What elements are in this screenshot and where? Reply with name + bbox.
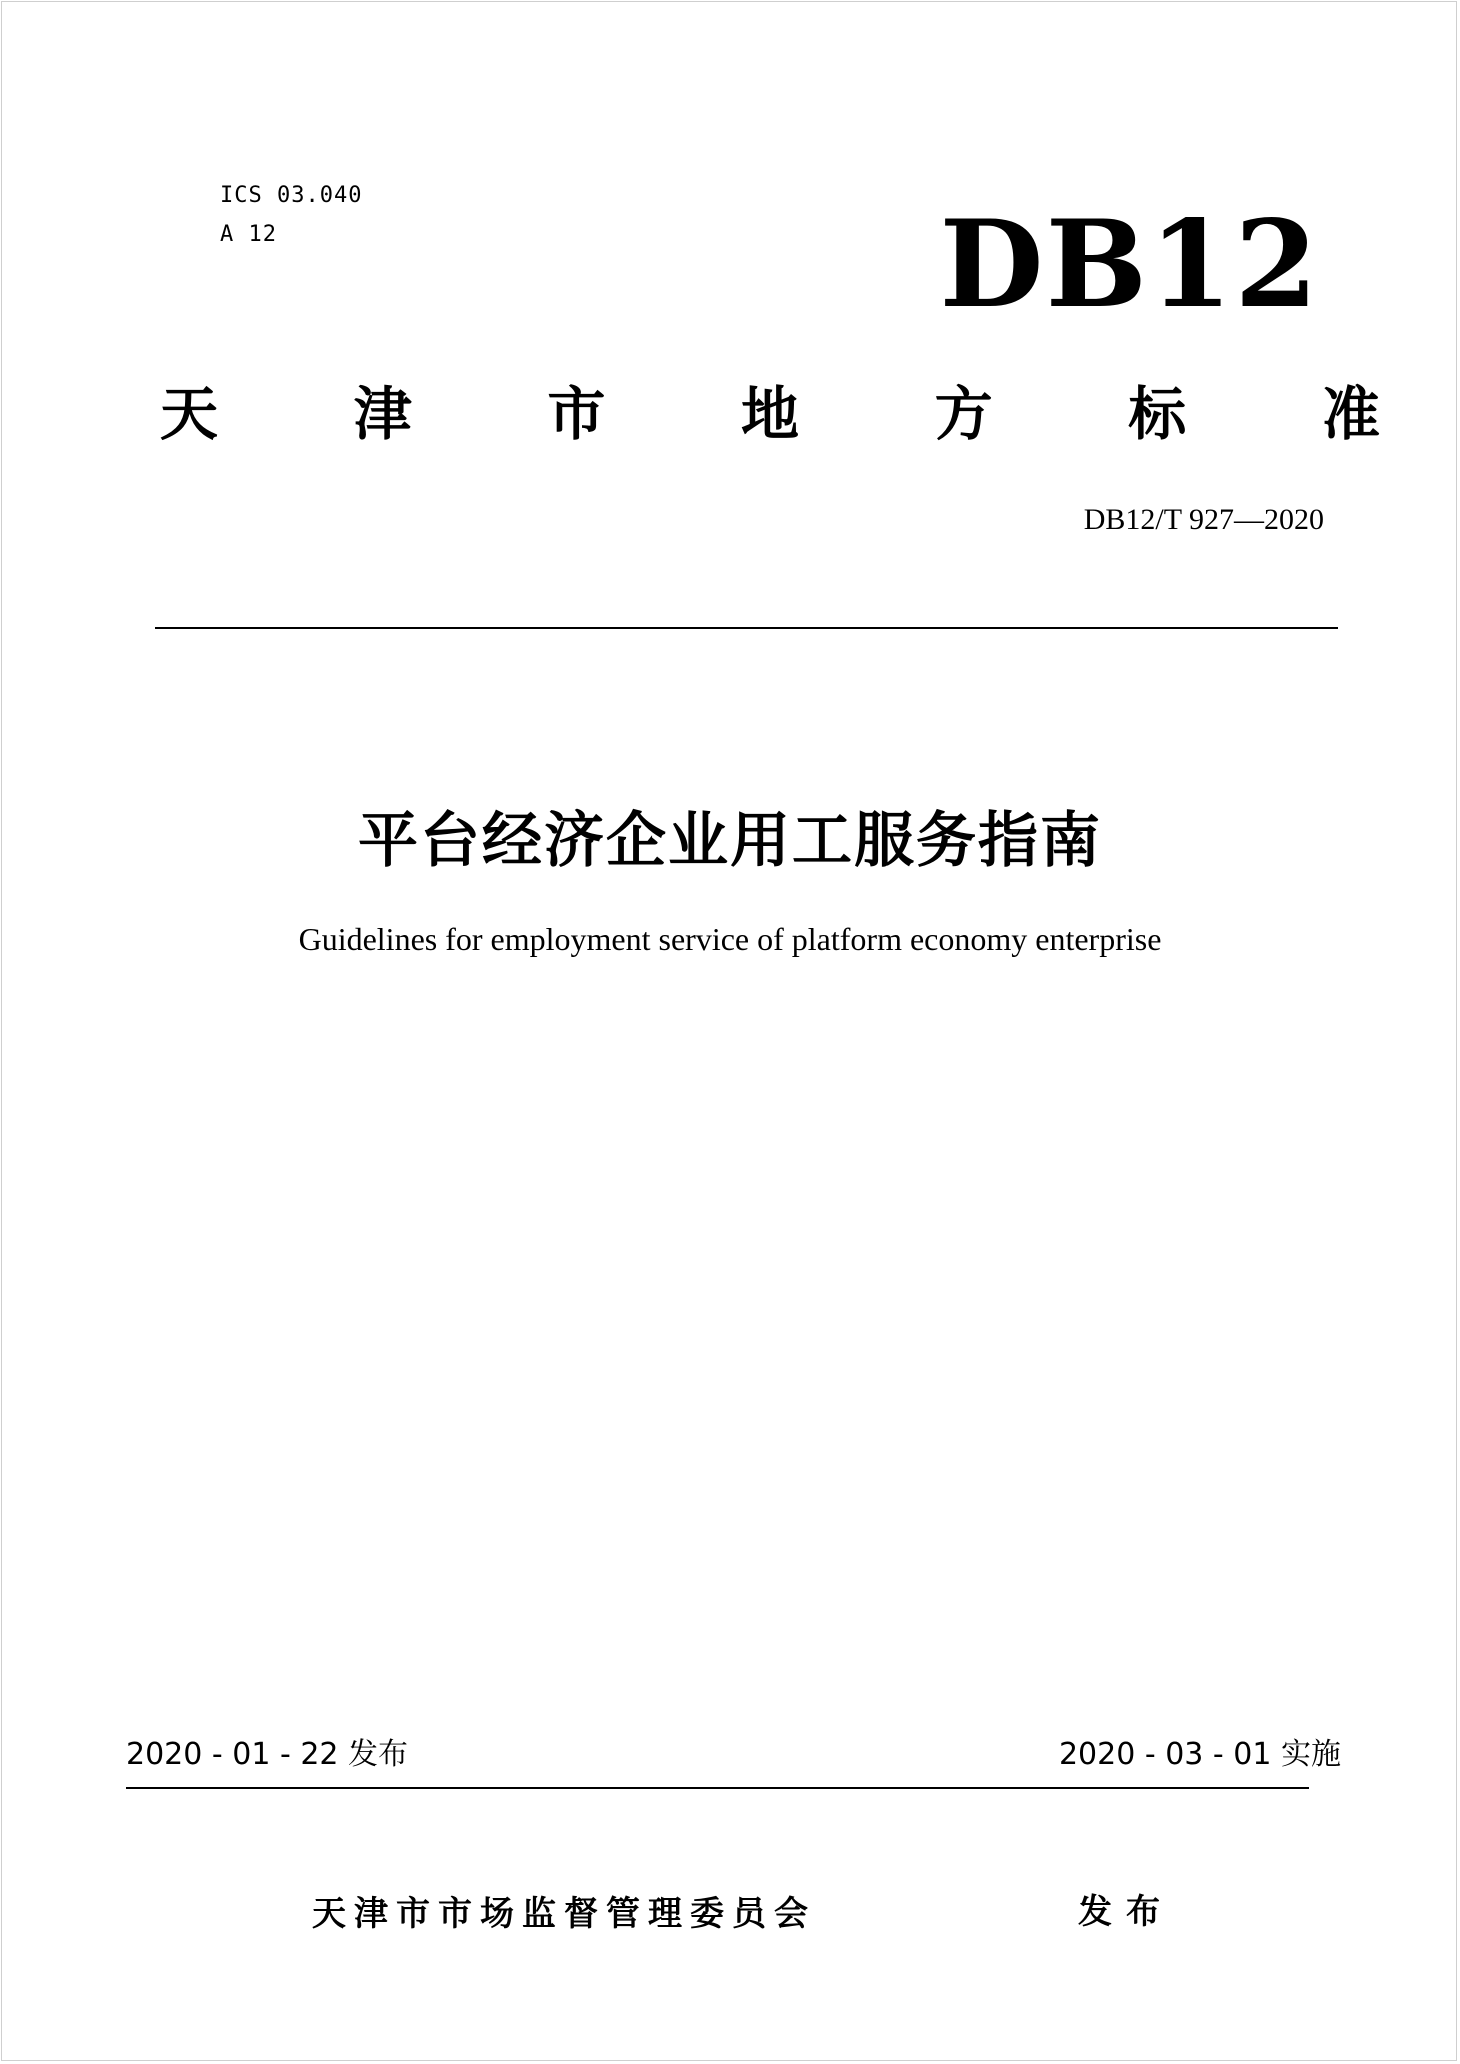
publish-label: 发布	[1078, 1892, 1174, 1932]
db-mark: DB12	[939, 194, 1320, 335]
top-divider	[155, 627, 1338, 629]
standard-type-char: 标	[1128, 380, 1187, 448]
implementation-date: 2020 - 03 - 01 实施	[1058, 1737, 1341, 1772]
standard-type-char: 准	[1321, 380, 1380, 448]
bottom-divider	[126, 1787, 1309, 1789]
standard-type-heading	[160, 380, 1380, 448]
standard-type-char: 天	[160, 380, 219, 448]
title-chinese: 平台经济企业用工服务指南	[358, 806, 1102, 876]
publisher-name: 天津市市场监督管理委员会	[312, 1894, 816, 1934]
standard-number: DB12/T 927—2020	[1083, 503, 1324, 536]
standard-type-char: 方	[934, 380, 993, 448]
issue-date: 2020 - 01 - 22 发布	[126, 1737, 409, 1772]
title-english: Guidelines for employment service of platform economy enterprise	[298, 921, 1162, 957]
standard-type-char: 市	[547, 380, 606, 448]
standard-type-char: 地	[740, 380, 799, 448]
standard-type-char: 津	[353, 380, 412, 448]
ccs-code: A 12	[220, 222, 277, 247]
ics-code: ICS 03.040	[220, 183, 363, 208]
